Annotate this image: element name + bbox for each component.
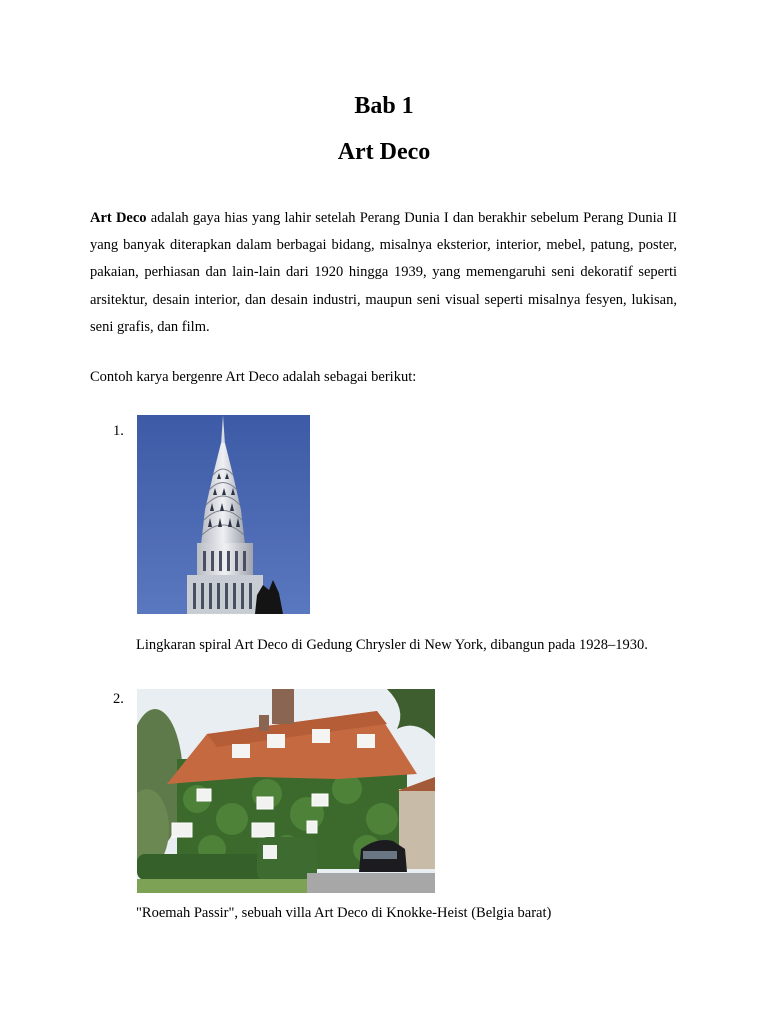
item-1-caption: Lingkaran spiral Art Deco di Gedung Chrysler di New York, dibangun pada 1928–1930.: [136, 637, 648, 653]
chapter-heading: Bab 1: [354, 93, 414, 119]
roemah-passir-villa-photo: [137, 689, 435, 893]
page-title: Art Deco: [337, 139, 431, 165]
examples-intro: Contoh karya bergenre Art Deco adalah sebagai berikut:: [90, 369, 417, 385]
paragraph-lead-term: Art Deco: [90, 210, 147, 226]
list-number-2: 2.: [113, 691, 124, 707]
list-number-1: 1.: [113, 423, 124, 439]
body-paragraph: [90, 205, 677, 341]
item-2-caption: "Roemah Passir", sebuah villa Art Deco di Knokke-Heist (Belgia barat): [136, 905, 552, 921]
chrysler-building-photo: [137, 415, 310, 614]
paragraph-text: adalah gaya hias yang lahir setelah Perang Dunia I dan berakhir sebelum Perang Dunia II yang banyak diterapkan dalam berbagai bidang, misalnya eksterior, interior, mebel, patung, poster, pakaian, perhiasan dan lain-lain dari 1920 hingga 1939, yang memengaruhi seni dekoratif seperti arsitektur, desain interior, dan desain industri, maupun seni visual seperti misalnya fesyen, lukisan, seni grafis, dan film.: [90, 210, 677, 335]
